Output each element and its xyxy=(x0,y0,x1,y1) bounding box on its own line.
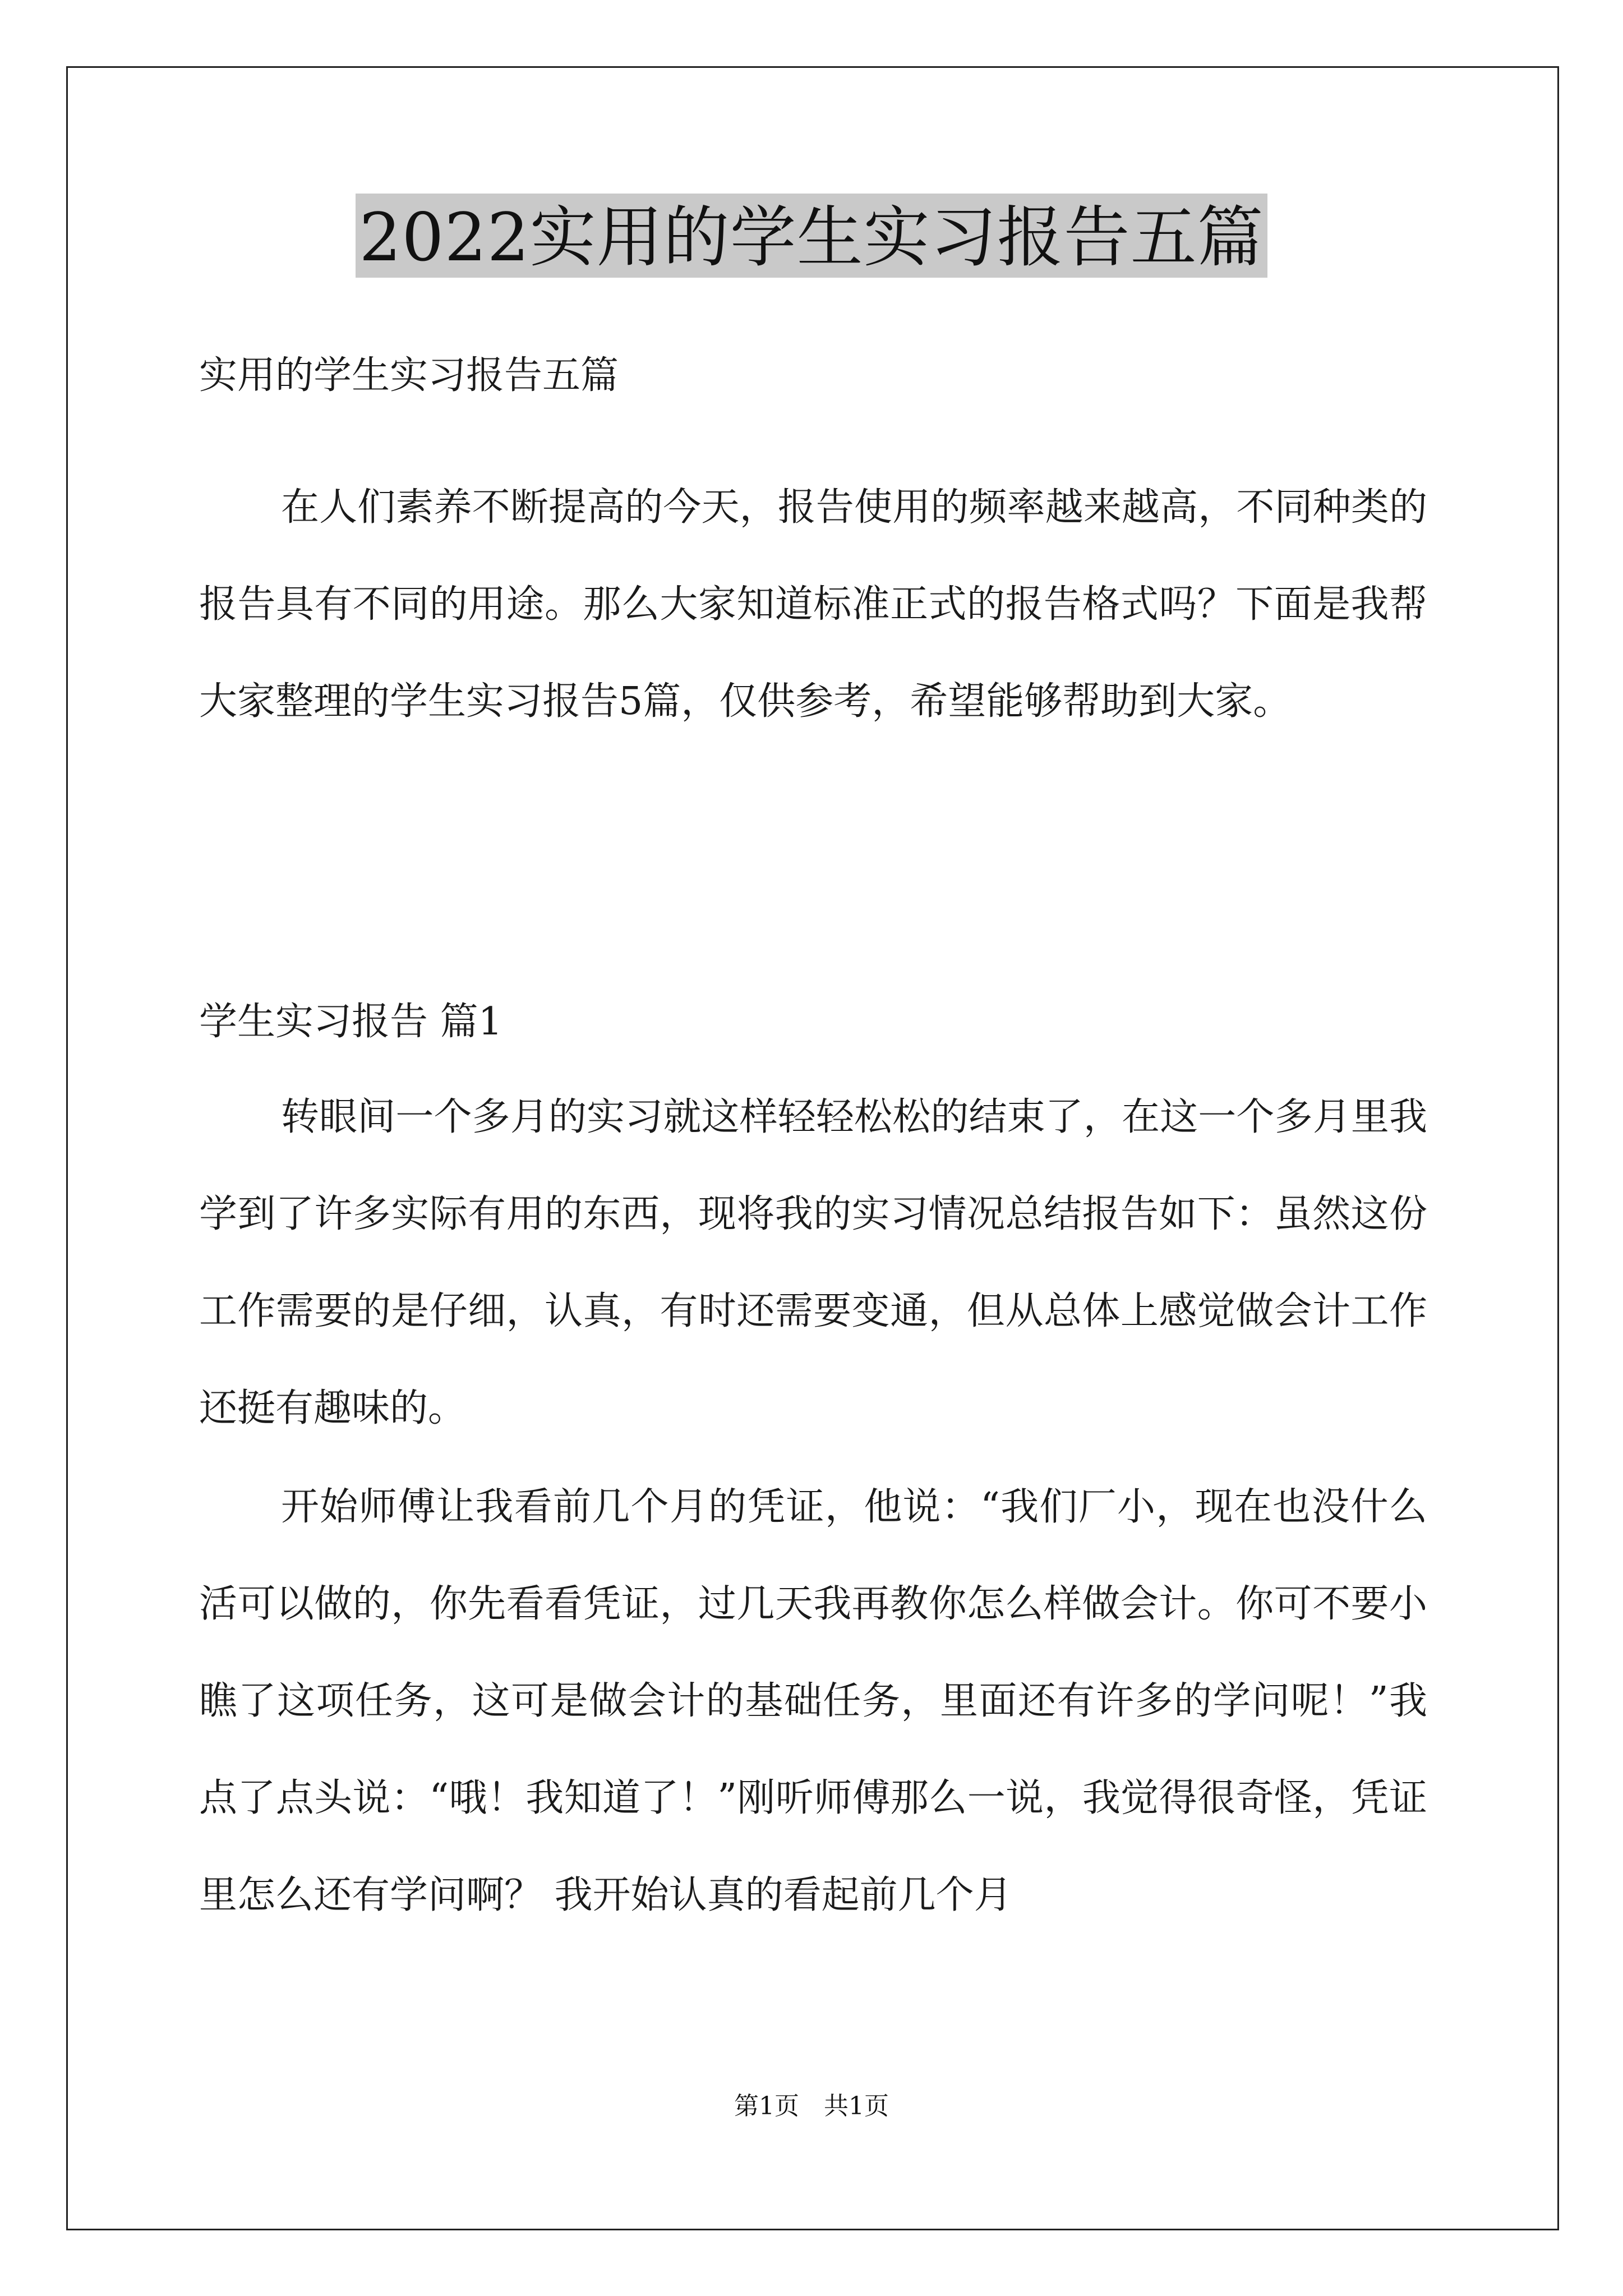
section-heading: 学生实习报告 篇1 xyxy=(199,1000,502,1044)
document-title: 2022实用的学生实习报告五篇 xyxy=(356,194,1267,278)
document-subtitle: 实用的学生实习报告五篇 xyxy=(199,353,619,398)
body-paragraph-2: 开始师傅让我看前几个月的凭证，他说：“我们厂小，现在也没什么活可以做的，你先看看凭证，过几天我再教你怎么样做会计。你可不要小瞧了这项任务，这可是做会计的基础任务，里面还有许多的学问呢！”我点了点头说：“哦！我知道了！”刚听师傅那么一说，我觉得很奇怪，凭证里怎么还有学问啊？ 我开始认真的看起前几个月 xyxy=(199,1485,1427,1917)
intro-paragraph: 在人们素养不断提高的今天，报告使用的频率越来越高，不同种类的报告具有不同的用途。那么大家知道标准正式的报告格式吗？下面是我帮大家整理的学生实习报告5篇，仅供参考，希望能够帮助到大家。 xyxy=(199,485,1427,724)
body-paragraph-1: 转眼间一个多月的实习就这样轻轻松松的结束了，在这一个多月里我学到了许多实际有用的东西，现将我的实习情况总结报告如下：虽然这份工作需要的是仔细，认真，有时还需要变通，但从总体上感觉做会计工作还挺有趣味的。 xyxy=(199,1095,1427,1430)
page-footer: 第1页 共1页 xyxy=(734,2092,889,2120)
title-container xyxy=(0,194,1623,278)
